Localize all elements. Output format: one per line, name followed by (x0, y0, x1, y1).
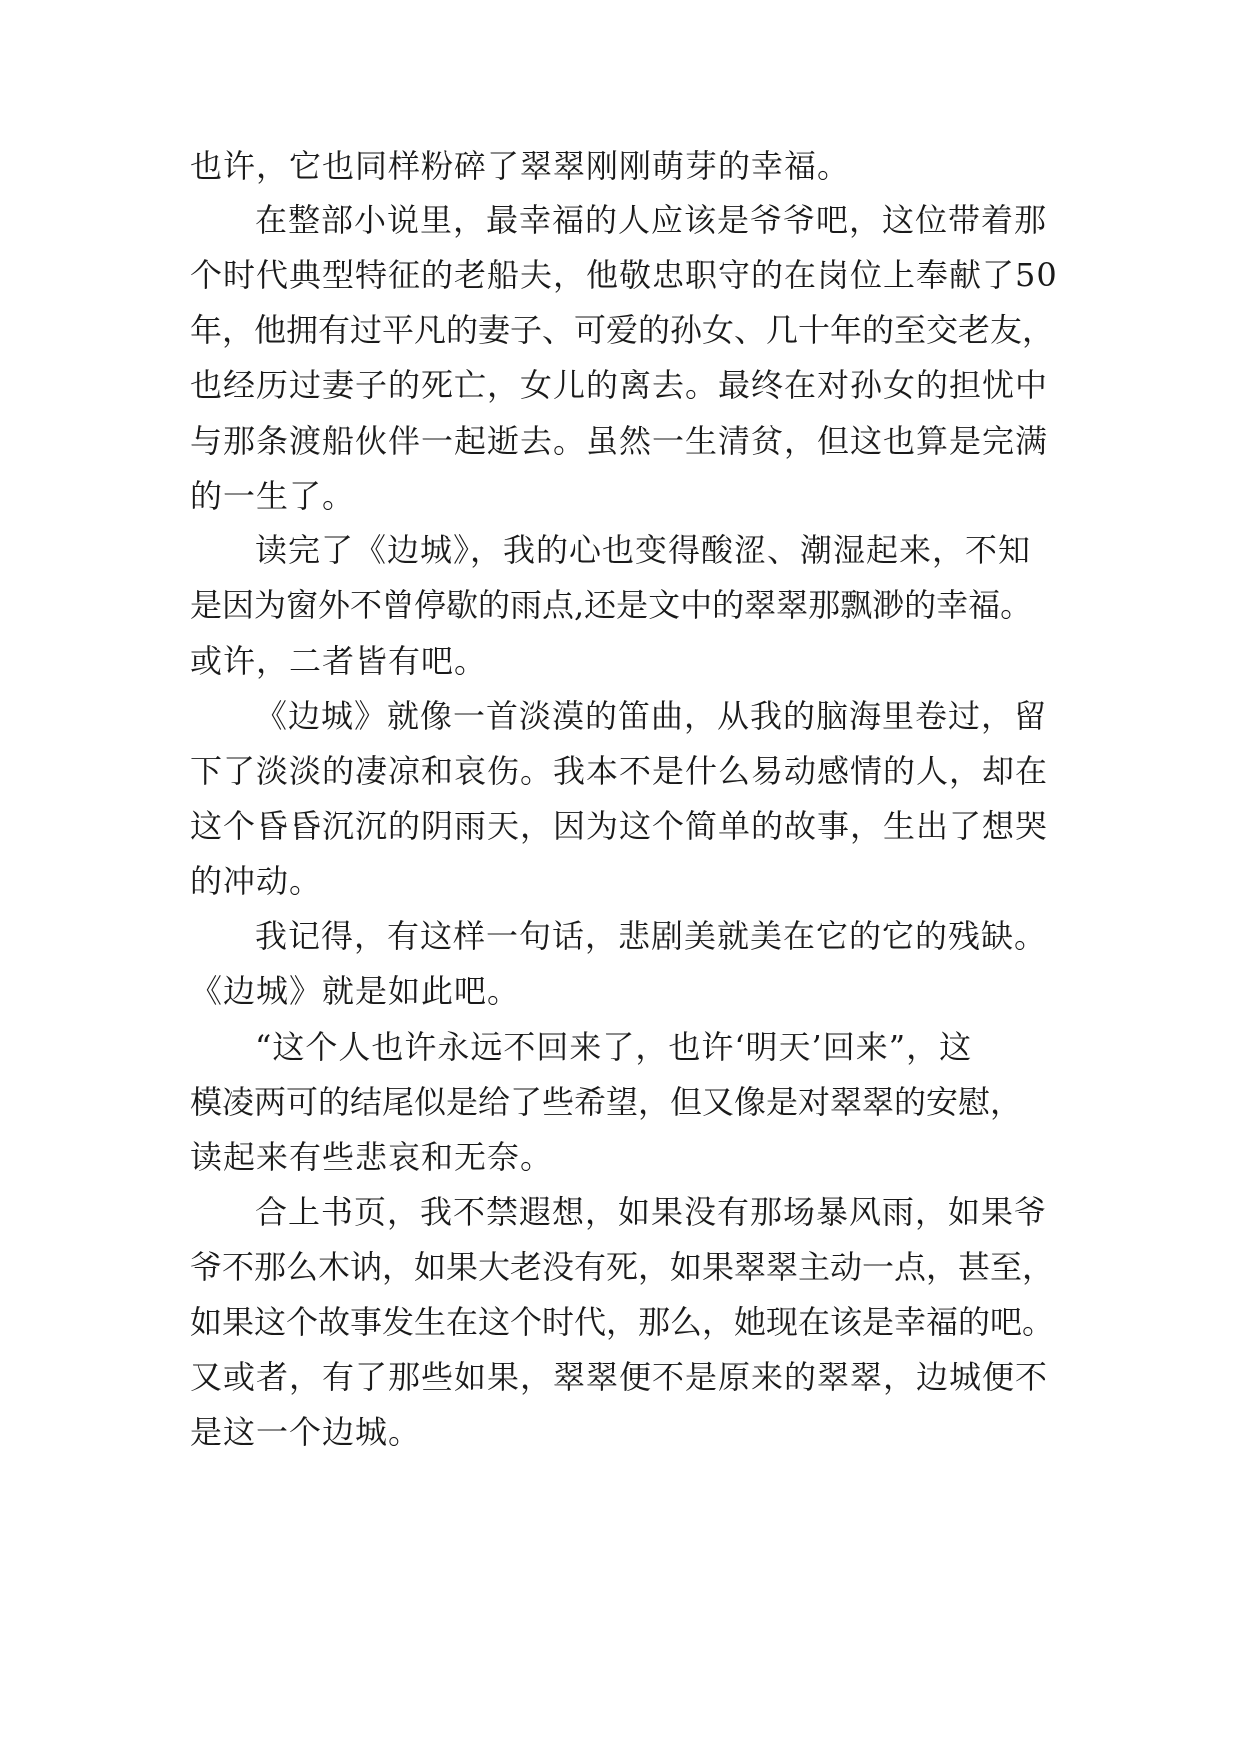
paragraph-first-line: 在整部小说里，最幸福的人应该是爷爷吧，这位带着那 (255, 201, 1048, 239)
paragraph-first-line: 合上书页，我不禁遐想，如果没有那场暴风雨，如果爷 (255, 1193, 1048, 1231)
text-line: 爷不那么木讷，如果大老没有死，如果翠翠主动一点，甚至， (190, 1248, 1055, 1286)
text-line: 个时代典型特征的老船夫，他敬忠职守的在岗位上奉献了50 (190, 256, 1058, 294)
text-line: 这个昏昏沉沉的阴雨天，因为这个简单的故事，生出了想哭 (190, 807, 1049, 845)
text-line: 年，他拥有过平凡的妻子、可爱的孙女、几十年的至交老友， (190, 311, 1055, 349)
text-line: 也经历过妻子的死亡，女儿的离去。最终在对孙女的担忧中 (190, 366, 1049, 404)
text-line: 是因为窗外不曾停歇的雨点,还是文中的翠翠那飘渺的幸福。 (190, 586, 1033, 624)
paragraph-first-line: 我记得，有这样一句话，悲剧美就美在它的它的残缺。 (255, 917, 1048, 955)
text-line: 又或者，有了那些如果，翠翠便不是原来的翠翠，边城便不 (190, 1358, 1049, 1396)
text-line: 《边城》就是如此吧。 (190, 972, 521, 1010)
text-line: 下了淡淡的凄凉和哀伤。我本不是什么易动感情的人，却在 (190, 752, 1049, 790)
text-line: 的一生了。 (190, 477, 356, 515)
text-line: 如果这个故事发生在这个时代，那么，她现在该是幸福的吧。 (190, 1303, 1055, 1341)
text-line: 与那条渡船伙伴一起逝去。虽然一生清贫，但这也算是完满 (190, 422, 1049, 460)
paragraph-first-line: 《边城》就像一首淡漠的笛曲，从我的脑海里卷过，留 (255, 697, 1048, 735)
text-line: 或许，二者皆有吧。 (190, 642, 488, 680)
text-line: 也许，它也同样粉碎了翠翠刚刚萌芽的幸福。 (190, 147, 851, 185)
paragraph-first-line: “这个人也许永远不回来了，也许‘明天’回来”，这 (255, 1028, 973, 1066)
text-line: 是这一个边城。 (190, 1413, 422, 1451)
text-line: 模凌两可的结尾似是给了些希望，但又像是对翠翠的安慰， (190, 1083, 1023, 1121)
paragraph-first-line: 读完了《边城》，我的心也变得酸涩、潮湿起来，不知 (255, 531, 1032, 569)
text-line: 读起来有些悲哀和无奈。 (190, 1138, 554, 1176)
text-line: 的冲动。 (190, 862, 323, 900)
